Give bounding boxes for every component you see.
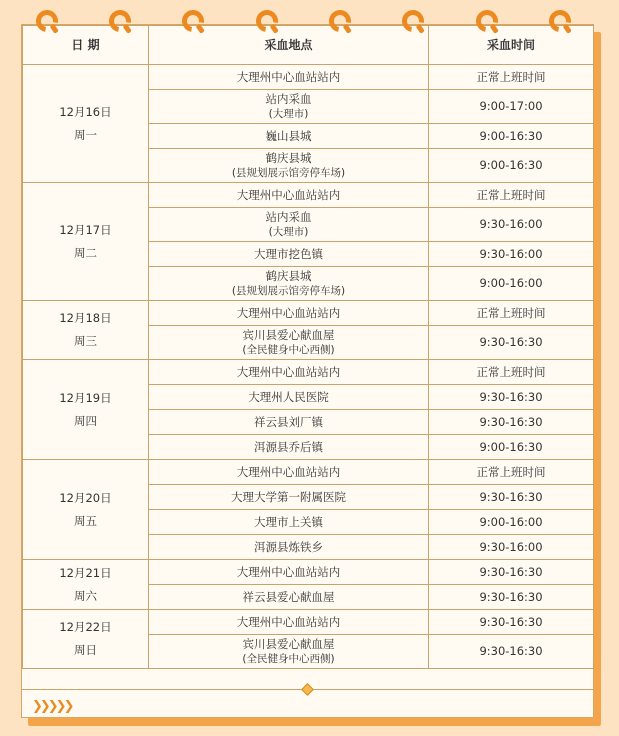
time-cell: 正常上班时间 (429, 360, 594, 385)
time-cell: 9:00-16:00 (429, 267, 594, 301)
location-name: 洱源县炼铁乡 (254, 539, 323, 554)
location-name: 鹤庆县城 (265, 150, 312, 165)
location-cell (149, 435, 429, 460)
time-cell: 正常上班时间 (429, 301, 594, 326)
weekday-label: 周一 (74, 127, 97, 142)
location-cell (149, 510, 429, 535)
location-note: (全民健身中心西侧) (242, 652, 335, 665)
time-cell: 9:30-16:30 (429, 410, 594, 435)
time-cell: 9:30-16:30 (429, 326, 594, 360)
time-cell: 9:00-16:30 (429, 124, 594, 149)
location-cell (149, 385, 429, 410)
time-cell: 正常上班时间 (429, 183, 594, 208)
date-label: 12月21日 (59, 565, 112, 580)
table-row (23, 183, 594, 208)
date-label: 12月16日 (59, 104, 112, 119)
header-location: 采血地点 (149, 26, 429, 65)
time-cell: 9:30-16:30 (429, 585, 594, 610)
time-cell: 9:00-17:00 (429, 90, 594, 124)
location-cell (149, 149, 429, 183)
diamond-ornament (301, 683, 314, 696)
table-row (23, 560, 594, 585)
location-cell (149, 301, 429, 326)
location-name: 洱源县乔后镇 (254, 439, 323, 454)
date-cell (23, 183, 149, 301)
location-cell (149, 242, 429, 267)
location-cell (149, 267, 429, 301)
table-row (23, 460, 594, 485)
location-name: 站内采血 (265, 91, 312, 106)
date-cell (23, 460, 149, 560)
location-cell (149, 610, 429, 635)
time-cell: 9:30-16:30 (429, 385, 594, 410)
location-name: 大理州中心血站站内 (236, 305, 341, 320)
location-name: 祥云县爱心献血屋 (242, 589, 335, 604)
location-cell (149, 183, 429, 208)
footer-divider (22, 689, 593, 690)
location-name: 大理州中心血站站内 (236, 564, 341, 579)
time-cell: 正常上班时间 (429, 460, 594, 485)
location-cell (149, 65, 429, 90)
time-cell: 9:30-16:30 (429, 610, 594, 635)
location-name: 大理州中心血站站内 (236, 364, 341, 379)
table-header-row (23, 26, 594, 65)
weekday-label: 周三 (74, 334, 97, 348)
time-cell: 9:30-16:00 (429, 208, 594, 242)
weekday-label: 周二 (74, 245, 97, 260)
time-cell: 9:00-16:30 (429, 149, 594, 183)
header-date: 日 期 (23, 26, 149, 65)
location-name: 大理州人民医院 (248, 389, 329, 404)
location-cell (149, 635, 429, 669)
date-label: 12月19日 (59, 390, 112, 405)
time-cell: 9:30-16:30 (429, 485, 594, 510)
location-name: 祥云县刘厂镇 (254, 414, 323, 429)
location-name: 宾川县爱心献血屋 (242, 327, 335, 342)
location-cell (149, 208, 429, 242)
date-cell (23, 560, 149, 610)
time-cell: 9:00-16:00 (429, 510, 594, 535)
location-note: (全民健身中心西侧) (242, 343, 335, 356)
weekday-label: 周五 (74, 513, 97, 528)
location-cell (149, 560, 429, 585)
time-cell: 9:30-16:00 (429, 242, 594, 267)
location-cell (149, 585, 429, 610)
location-cell (149, 485, 429, 510)
location-cell (149, 124, 429, 149)
location-cell (149, 90, 429, 124)
location-name: 大理市挖色镇 (254, 246, 323, 261)
location-note: (大理市) (268, 225, 309, 238)
location-name: 鹤庆县城 (265, 268, 312, 283)
table-row (23, 65, 594, 90)
time-cell: 9:00-16:30 (429, 435, 594, 460)
location-cell (149, 460, 429, 485)
location-name: 宾川县爱心献血屋 (242, 636, 335, 651)
location-note: (大理市) (268, 107, 309, 120)
location-note: (县规划展示馆旁停车场) (231, 284, 346, 297)
weekday-label: 周四 (74, 413, 97, 428)
location-note: (县规划展示馆旁停车场) (231, 166, 346, 179)
location-name: 大理州中心血站站内 (236, 69, 341, 84)
time-cell: 正常上班时间 (429, 65, 594, 90)
time-cell: 9:30-16:30 (429, 635, 594, 669)
location-name: 巍山县城 (265, 128, 312, 143)
date-label: 12月20日 (59, 490, 112, 505)
schedule-card (21, 24, 594, 718)
location-cell (149, 360, 429, 385)
header-time: 采血时间 (429, 26, 594, 65)
time-cell: 9:30-16:00 (429, 535, 594, 560)
date-label: 12月22日 (59, 620, 112, 634)
time-cell: 9:30-16:30 (429, 560, 594, 585)
location-cell (149, 535, 429, 560)
date-label: 12月18日 (59, 311, 112, 325)
location-name: 大理州中心血站站内 (236, 464, 341, 479)
date-cell (23, 610, 149, 669)
location-cell (149, 410, 429, 435)
location-cell (149, 326, 429, 360)
date-cell (23, 65, 149, 183)
location-name: 大理大学第一附属医院 (231, 489, 346, 504)
date-cell (23, 360, 149, 460)
table-row (23, 301, 594, 326)
schedule-table (22, 25, 594, 669)
location-name: 站内采血 (265, 209, 312, 224)
location-name: 大理市上关镇 (254, 514, 323, 529)
location-name: 大理州中心血站站内 (236, 187, 341, 202)
date-label: 12月17日 (59, 222, 112, 237)
weekday-label: 周六 (74, 588, 97, 603)
table-row (23, 610, 594, 635)
schedule-body (23, 65, 594, 669)
location-name: 大理州中心血站站内 (236, 614, 341, 629)
weekday-label: 周日 (74, 643, 97, 657)
table-row (23, 360, 594, 385)
arrows-icon: ❯❯❯❯❯ (32, 699, 72, 714)
date-cell (23, 301, 149, 360)
